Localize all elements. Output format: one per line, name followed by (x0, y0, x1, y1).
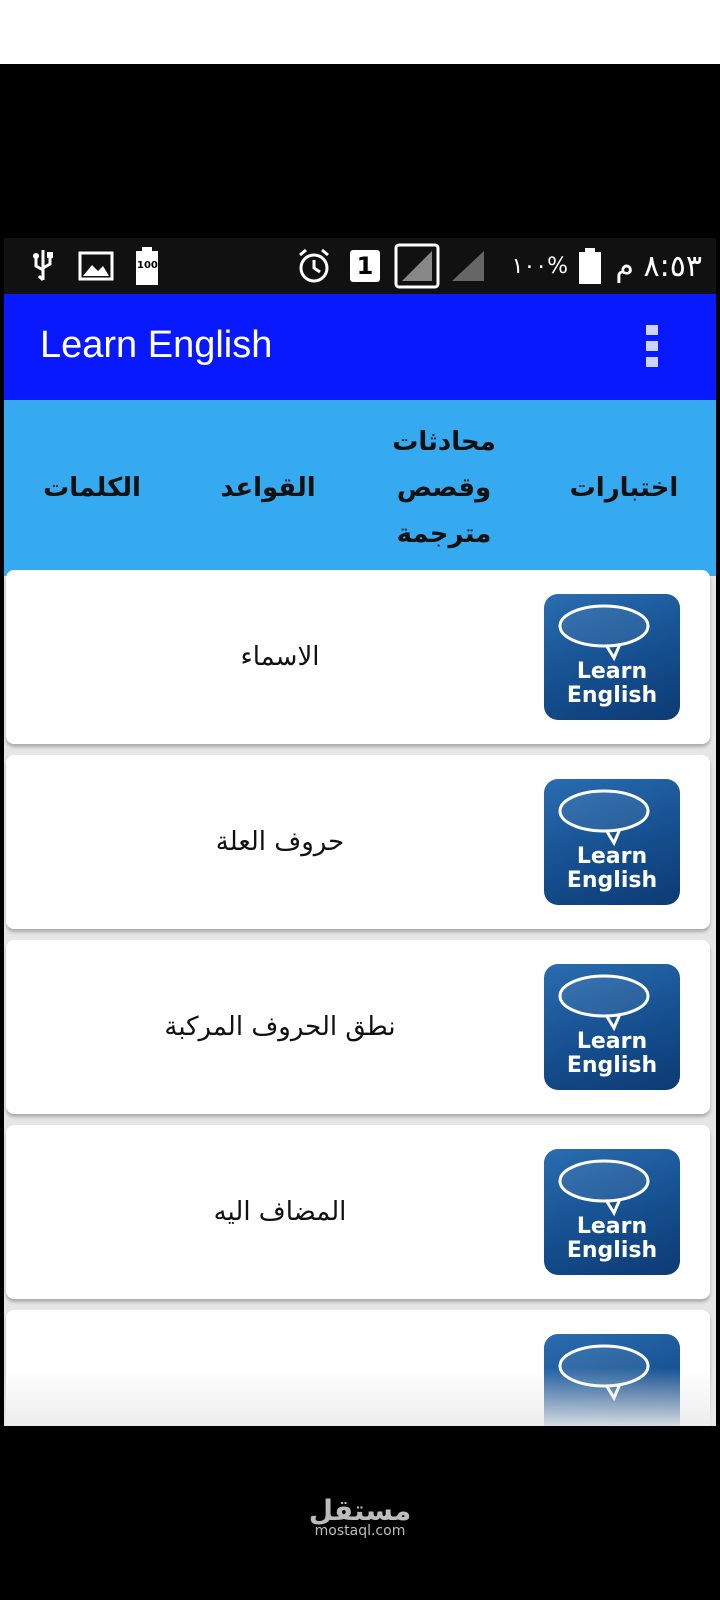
scroll-fade (4, 1368, 716, 1426)
learn-english-logo (544, 779, 680, 905)
tab-bar (4, 400, 716, 576)
speech-bubble-icon (548, 968, 676, 1032)
battery-small-icon (134, 246, 160, 286)
battery-percent: ١٠٠% (511, 253, 568, 279)
learn-english-logo (544, 594, 680, 720)
logo-line-1: Learn (576, 1214, 648, 1239)
watermark-url: mostaql.com (314, 1523, 406, 1539)
list-item-title: حروف العلة (215, 827, 345, 857)
sim-icon (350, 246, 380, 286)
list-item[interactable] (6, 570, 710, 744)
signal-weak-icon (450, 246, 486, 286)
tab-conversations-label (392, 419, 496, 557)
list-item[interactable] (6, 1125, 710, 1299)
list-item[interactable] (6, 755, 710, 929)
logo-line-1: Learn (576, 1029, 648, 1054)
tab-conversations-line-1: محادثات (392, 427, 496, 457)
tab-words[interactable] (4, 400, 180, 576)
tab-tests-label: اختبارات (569, 473, 679, 503)
image-icon (78, 246, 114, 286)
tab-conversations-line-3: مترجمة (396, 519, 492, 549)
app-bar (4, 294, 716, 400)
list-item-title: الاسماء (240, 642, 320, 672)
logo-line-1: Learn (576, 844, 648, 869)
app-title: Learn English (40, 324, 273, 366)
sim-slot-label: 1 (350, 250, 380, 282)
learn-english-logo (544, 1149, 680, 1275)
list-item-title: المضاف اليه (213, 1197, 347, 1227)
signal-icon (394, 246, 440, 286)
learn-english-logo (544, 964, 680, 1090)
watermark (0, 1494, 720, 1539)
status-bar (4, 238, 716, 294)
logo-line-2: English (566, 1238, 658, 1263)
logo-line-2: English (566, 868, 658, 893)
tab-grammar-label: القواعد (220, 473, 316, 503)
clock: ٨:٥٣ م (615, 248, 702, 284)
list-item-title: نطق الحروف المركبة (164, 1012, 396, 1042)
battery-small-label: 100 (137, 260, 158, 271)
more-vertical-icon[interactable] (646, 325, 660, 369)
tab-tests[interactable] (532, 400, 716, 576)
tab-conversations[interactable] (356, 400, 532, 576)
logo-line-1: Learn (576, 659, 648, 684)
usb-icon (28, 246, 58, 286)
battery-icon (578, 246, 602, 286)
logo-line-2: English (566, 1053, 658, 1078)
list-item[interactable] (6, 940, 710, 1114)
speech-bubble-icon (548, 598, 676, 662)
tab-grammar[interactable] (180, 400, 356, 576)
phone-screen (4, 238, 716, 1426)
logo-line-2: English (566, 683, 658, 708)
tab-words-label: الكلمات (43, 473, 141, 503)
watermark-arabic: مستقل (308, 1494, 412, 1527)
tab-conversations-line-2: وقصص (396, 473, 492, 503)
speech-bubble-icon (548, 1153, 676, 1217)
alarm-icon (296, 246, 332, 286)
speech-bubble-icon (548, 783, 676, 847)
